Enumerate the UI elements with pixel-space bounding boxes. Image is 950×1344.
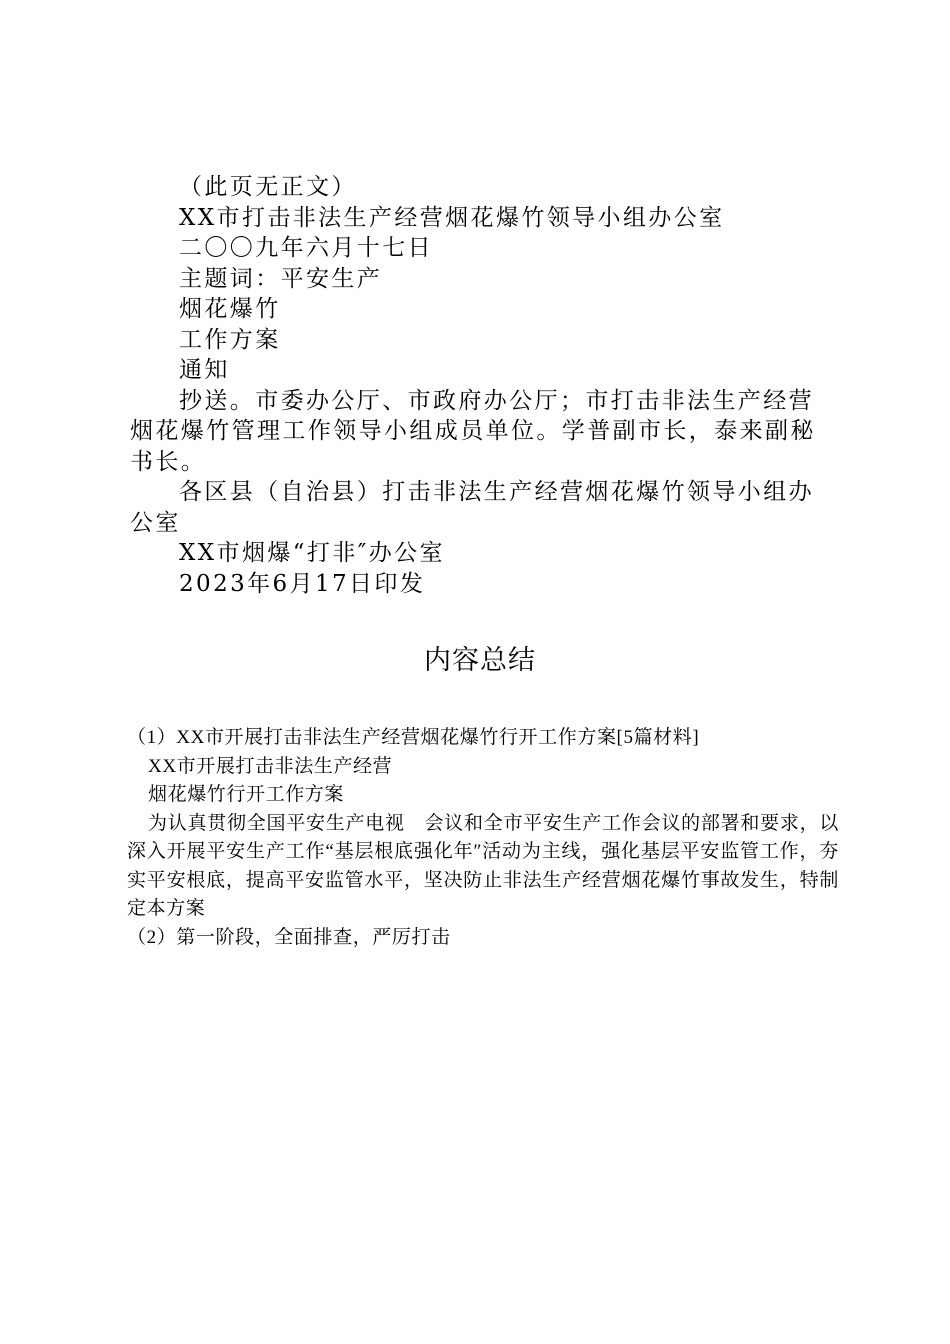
district-offices: 各区县（自治县）打击非法生产经营烟花爆竹领导小组办公室 bbox=[130, 479, 814, 536]
subject-words: 主题词：平安生产 bbox=[179, 265, 383, 292]
summary-item-2: （2）第一阶段，全面排查，严厉打击 bbox=[127, 926, 451, 948]
issuing-office: XX市打击非法生产经营烟花爆竹领导小组办公室 bbox=[179, 204, 725, 231]
document-body bbox=[130, 172, 830, 599]
summary-subtitle-1: XX市开展打击非法生产经营 bbox=[148, 755, 393, 777]
summary-body bbox=[127, 724, 839, 952]
summary-title: 内容总结 bbox=[424, 645, 536, 675]
fireworks-office: XX市烟爆“打非″办公室 bbox=[179, 540, 445, 566]
cc-list: 抄送。市委办公厅、市政府办公厅；市打击非法生产经营烟花爆竹管理工作领导小组成员单位。学普副市长，泰来副秘书长。 bbox=[130, 387, 816, 475]
subject-word-fireworks: 烟花爆竹 bbox=[179, 296, 281, 322]
summary-item-1: （1）XX市开展打击非法生产经营烟花爆竹行开工作方案[5篇材料] bbox=[127, 727, 700, 748]
no-text-note: （此页无正文） bbox=[179, 174, 357, 200]
issue-date: 二〇〇九年六月十七日 bbox=[179, 235, 433, 261]
summary-paragraph: 为认真贯彻全国平安生产电视 会议和全市平安生产工作会议的部署和要求，以深入开展平安生产工作“基层根底强化年″活动为主线，强化基层平安监管工作，夯实平安根底，提高平安监管水平，坚决防止非法生产经营烟花爆竹事故发生，特制定本方案 bbox=[127, 812, 839, 919]
subject-word-plan: 工作方案 bbox=[179, 326, 281, 353]
subject-word-notice: 通知 bbox=[179, 357, 230, 383]
print-date: 2023年6月17日印发 bbox=[179, 570, 426, 597]
summary-subtitle-2: 烟花爆竹行开工作方案 bbox=[148, 784, 345, 805]
